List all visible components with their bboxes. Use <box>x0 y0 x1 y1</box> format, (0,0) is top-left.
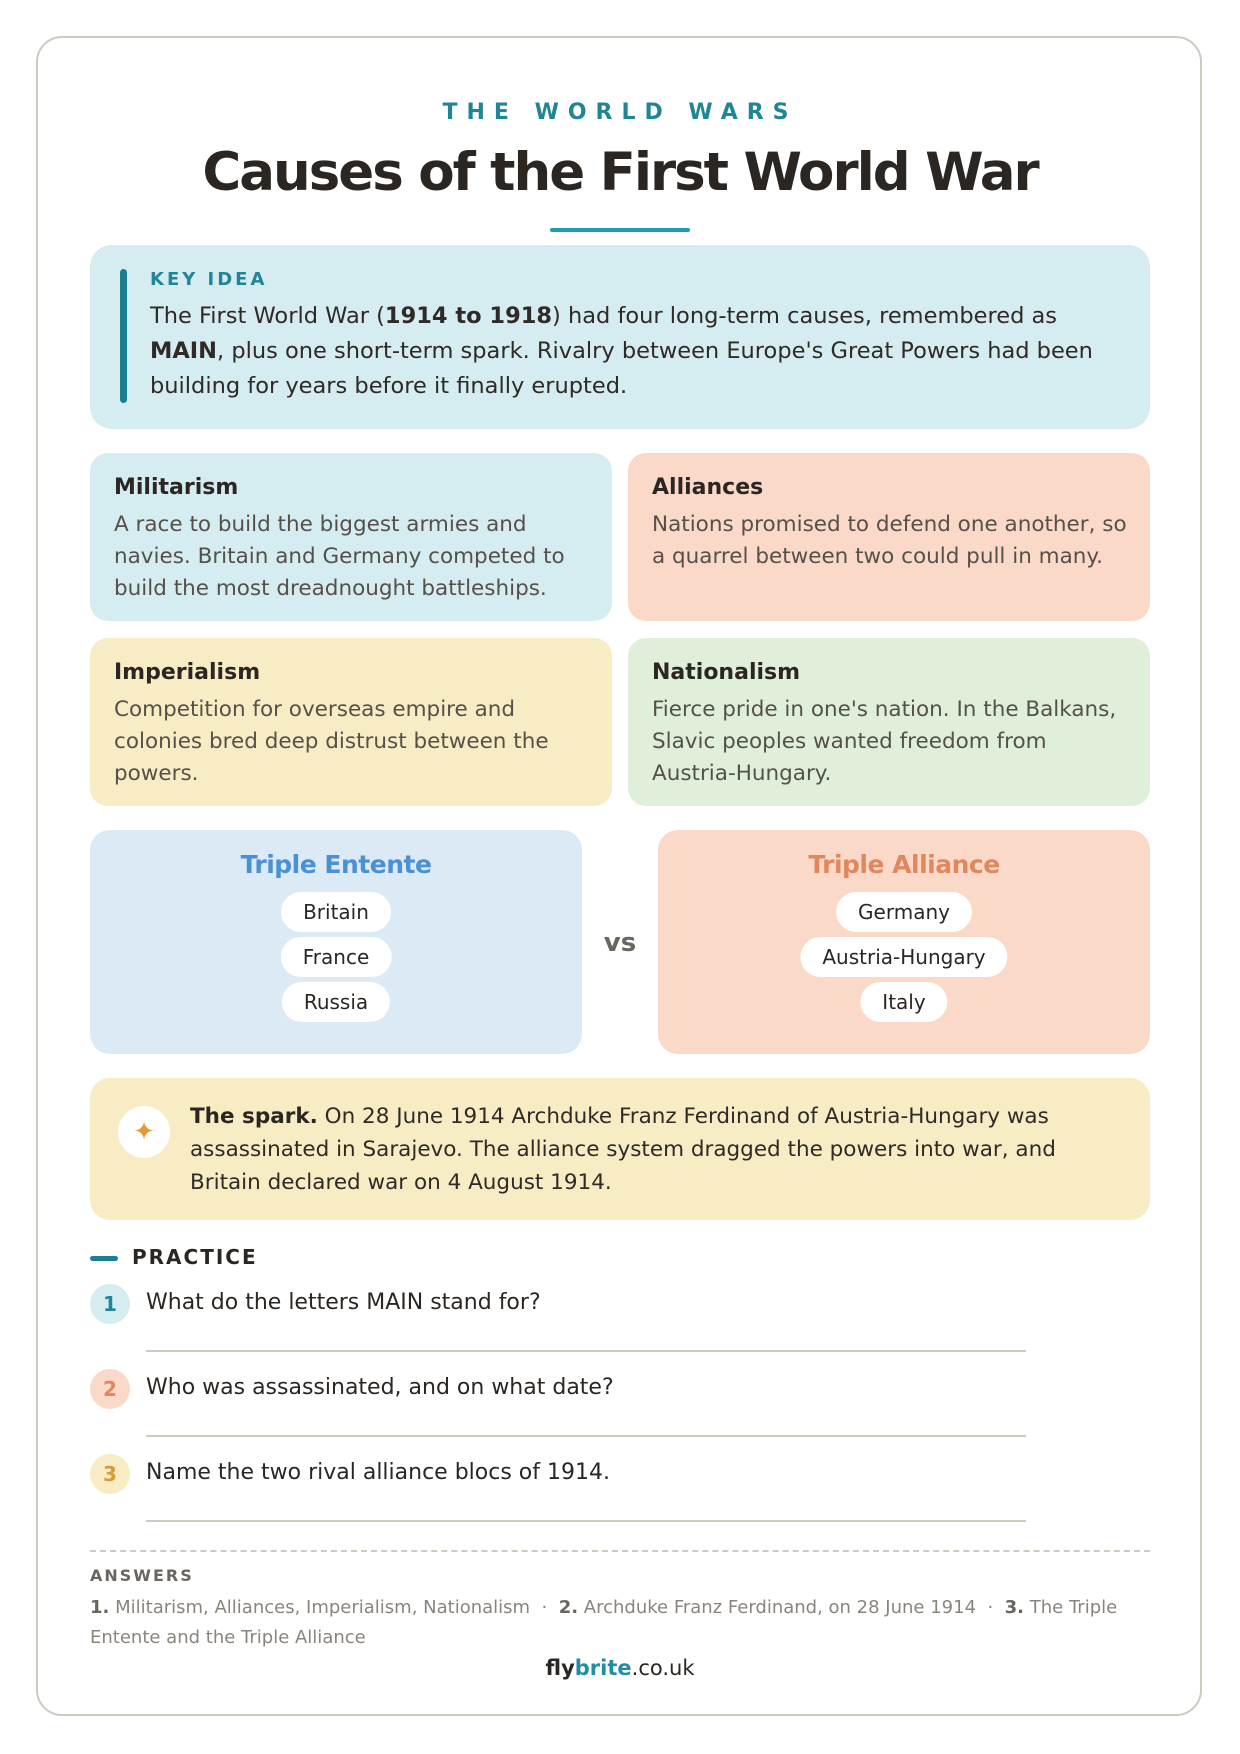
brand-part: fly <box>545 1656 575 1680</box>
answer-line[interactable] <box>146 1350 1026 1352</box>
key-idea-text-part: ) had four long-term causes, remembered as <box>552 303 1058 329</box>
answers-text <box>90 1593 1150 1653</box>
cause-title: Militarism <box>114 475 239 500</box>
key-idea-text-part: , plus one short-term spark. Rivalry between Europe's Great Powers had been building for years before it finally erupted. <box>150 338 1093 399</box>
cause-card-alliances <box>628 453 1150 621</box>
answer-item: The Triple Entente and the Triple Alliance <box>90 1597 1118 1648</box>
key-idea-box <box>90 245 1150 429</box>
practice-heading: PRACTICE <box>132 1245 258 1269</box>
answer-number: 2. <box>558 1597 579 1618</box>
spark-box <box>90 1078 1150 1220</box>
spark-description: On 28 June 1914 Archduke Franz Ferdinand of Austria-Hungary was assassinated in Sarajevo. The alliance system dragged the powers into war, and Britain declared war on 4 August 1914. <box>190 1104 1056 1195</box>
cause-title: Alliances <box>652 475 764 500</box>
cause-description: Nations promised to defend one another, so a quarrel between two could pull in many. <box>652 512 1127 569</box>
title-underline <box>550 228 690 232</box>
question-text: Who was assassinated, and on what date? <box>146 1375 614 1400</box>
question-number-badge: 1 <box>90 1284 130 1324</box>
key-idea-text-part: The First World War ( <box>150 303 385 329</box>
bloc-member-pill: Italy <box>860 982 947 1022</box>
answer-line[interactable] <box>146 1435 1026 1437</box>
answer-separator: · <box>530 1597 559 1618</box>
cause-card-imperialism <box>90 638 612 806</box>
key-idea-years: 1914 to 1918 <box>384 303 553 329</box>
sparkle-icon: ✦ <box>118 1106 170 1158</box>
cause-description: Fierce pride in one's nation. In the Balkans, Slavic peoples wanted freedom from Austria-Hungary. <box>652 697 1117 786</box>
answer-line[interactable] <box>146 1520 1026 1522</box>
cause-description: A race to build the biggest armies and navies. Britain and Germany competed to build the most dreadnought battleships. <box>114 512 565 601</box>
key-idea-label: KEY IDEA <box>150 269 268 290</box>
spark-lead: The spark. <box>190 1104 318 1129</box>
spark-text <box>190 1100 1120 1199</box>
practice-dash <box>90 1256 118 1261</box>
answers-heading: ANSWERS <box>90 1566 194 1585</box>
question-number-badge: 3 <box>90 1454 130 1494</box>
question-text: What do the letters MAIN stand for? <box>146 1290 541 1315</box>
answer-number: 1. <box>90 1597 110 1618</box>
bloc-member-pill: Russia <box>282 982 390 1022</box>
question-text: Name the two rival alliance blocs of 1914. <box>146 1460 610 1485</box>
cause-card-militarism <box>90 453 612 621</box>
eyebrow-label: THE WORLD WARS <box>442 100 798 125</box>
bloc-member-pill: Britain <box>281 892 391 932</box>
cause-description: Competition for overseas empire and colonies bred deep distrust between the powers. <box>114 697 549 786</box>
cause-card-nationalism <box>628 638 1150 806</box>
triple-entente-box <box>90 830 582 1054</box>
cause-title: Nationalism <box>652 660 801 685</box>
brand-logo[interactable] <box>0 1656 1240 1680</box>
brand-part: .co.uk <box>631 1656 695 1680</box>
page-title: Causes of the First World War <box>202 142 1038 203</box>
versus-label: vs <box>603 928 637 958</box>
bloc-member-pill: Germany <box>836 892 972 932</box>
key-idea-text <box>150 299 1110 404</box>
answer-item: Archduke Franz Ferdinand, on 28 June 1914 <box>578 1597 977 1618</box>
bloc-member-pill: Austria-Hungary <box>800 937 1007 977</box>
triple-alliance-box <box>658 830 1150 1054</box>
answer-separator: · <box>976 1597 1005 1618</box>
answer-number: 3. <box>1004 1597 1025 1618</box>
bloc-member-pill: France <box>281 937 392 977</box>
cause-title: Imperialism <box>114 660 261 685</box>
key-idea-accent-bar <box>120 269 127 403</box>
brand-part: brite <box>574 1656 632 1680</box>
bloc-title: Triple Alliance <box>808 850 1000 879</box>
key-idea-acronym: MAIN <box>150 338 218 364</box>
question-number-badge: 2 <box>90 1369 130 1409</box>
answer-item: Militarism, Alliances, Imperialism, Nationalism <box>109 1597 531 1618</box>
answers-divider <box>90 1550 1150 1552</box>
bloc-title: Triple Entente <box>240 850 432 879</box>
